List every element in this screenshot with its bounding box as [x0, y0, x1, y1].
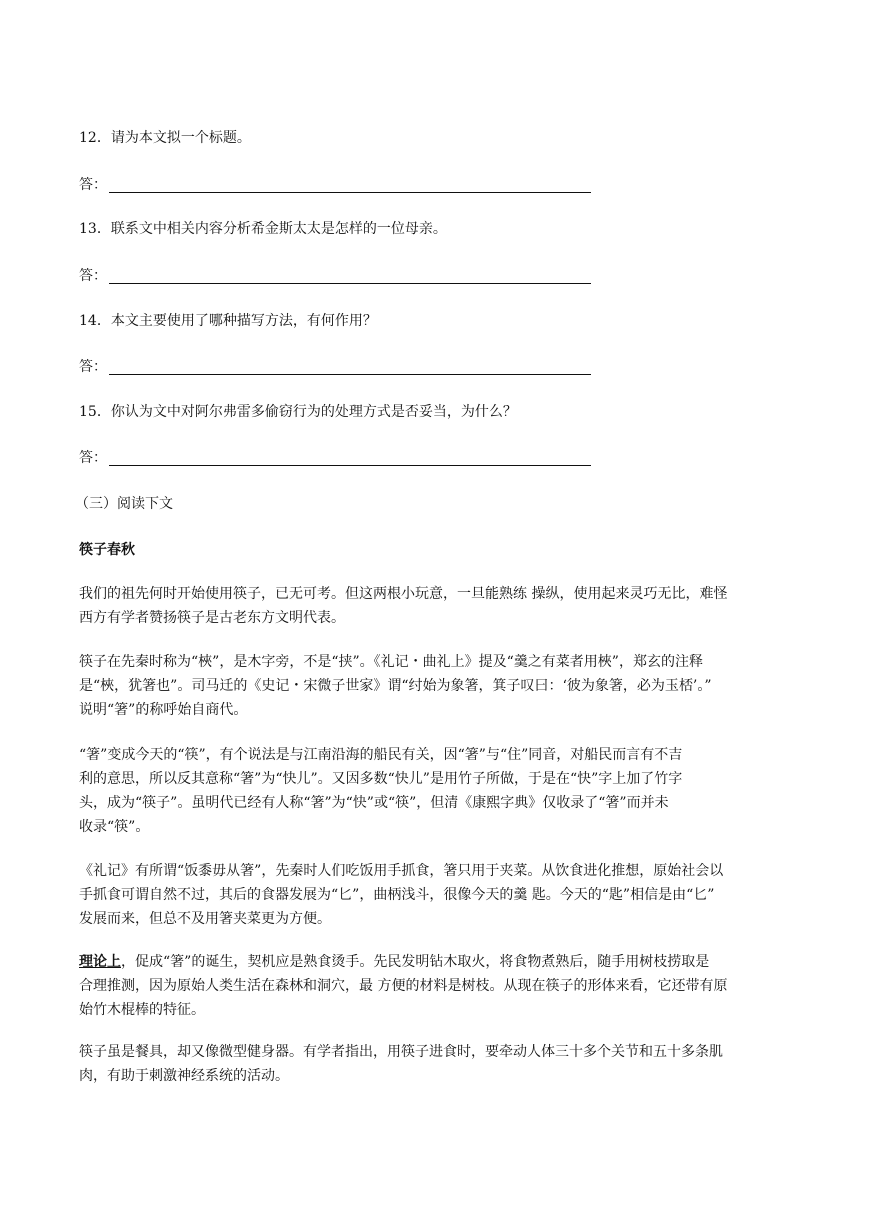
- paragraph-line: 筷子虽是餐具，却又像微型健身器。有学者指出，用筷子进食时，要牵动人体三十多个关节和五十多条肌: [79, 1044, 723, 1060]
- answer-blank-line[interactable]: [109, 374, 591, 375]
- paragraph-line: 利的意思，所以反其意称“箸”为“快儿”。又因多数“快儿”是用竹子所做，于是在“快”字上加了竹字: [79, 771, 683, 787]
- article-title: 筷子春秋: [79, 542, 135, 558]
- paragraph-line: 筷子在先秦时称为“梜”，是木字旁，不是“挟”。《礼记・曲礼上》提及“羹之有菜者用梜”，郑玄的注释: [79, 654, 703, 670]
- article-paragraph-4: [79, 859, 791, 931]
- paragraph-line: 收录“筷”。: [79, 819, 150, 835]
- answer-label: 答：: [79, 177, 107, 193]
- paragraph-line: [79, 950, 791, 974]
- paragraph-line: “箸”变成今天的“筷”，有个说法是与江南沿海的船民有关，因“箸”与“住”同音，对船民而言有不吉: [79, 747, 683, 763]
- question-12: 12．请为本文拟一个标题。: [79, 130, 251, 146]
- article-paragraph-5: [79, 950, 791, 1022]
- question-14: 14．本文主要使用了哪种描写方法，有何作用？: [79, 313, 377, 329]
- answer-blank-line[interactable]: [109, 465, 591, 466]
- paragraph-line: 头，成为“筷子”。虽明代已经有人称“箸”为“快”或“筷”，但清《康熙字典》仅收录了“箸”而并未: [79, 795, 669, 811]
- answer-row-13: [79, 266, 599, 288]
- emphasized-term: 理论上: [79, 954, 121, 970]
- paragraph-line: 《礼记》有所谓“饭黍毋从箸”，先秦时人们吃饭用手抓食，箸只用于夹菜。从饮食进化推想，原始社会以: [79, 863, 724, 879]
- article-paragraph-3: [79, 743, 791, 839]
- article-paragraph-2: [79, 650, 791, 722]
- paragraph-line: 始竹木棍棒的特征。: [79, 1002, 205, 1018]
- paragraph-line: 发展而来，但总不及用箸夹菜更为方便。: [79, 911, 331, 927]
- answer-blank-line[interactable]: [109, 192, 591, 193]
- paragraph-line: 肉，有助于刺激神经系统的活动。: [79, 1068, 289, 1084]
- paragraph-line-rest: ，促成“箸”的诞生，契机应是熟食烫手。先民发明钻木取火，将食物煮熟后，随手用树枝捞取是: [121, 954, 710, 970]
- answer-label: 答：: [79, 450, 107, 466]
- paragraph-line: 合理推测，因为原始人类生活在森林和洞穴，最 方便的材料是树枝。从现在筷子的形体来看，它还带有原: [79, 978, 728, 994]
- answer-label: 答：: [79, 268, 107, 284]
- question-13: 13．联系文中相关内容分析希金斯太太是怎样的一位母亲。: [79, 221, 447, 237]
- article-paragraph-6: [79, 1040, 791, 1088]
- answer-row-14: [79, 357, 599, 379]
- paragraph-line: 西方有学者赞扬筷子是古老东方文明代表。: [79, 610, 345, 626]
- paragraph-line: 手抓食可谓自然不过，其后的食器发展为“匕”，曲柄浅斗，很像今天的羹 匙。今天的“匙”相信是由“匕”: [79, 887, 715, 903]
- paragraph-line: 说明“箸”的称呼始自商代。: [79, 702, 248, 718]
- article-paragraph-1: [79, 582, 791, 630]
- answer-row-15: [79, 448, 599, 470]
- section-label: （三）阅读下文: [75, 496, 173, 512]
- answer-row-12: [79, 175, 599, 197]
- question-15: 15．你认为文中对阿尔弗雷多偷窃行为的处理方式是否妥当，为什么？: [79, 404, 517, 420]
- answer-label: 答：: [79, 359, 107, 375]
- answer-blank-line[interactable]: [109, 283, 591, 284]
- paragraph-line: 是“梜，犹箸也”。司马迁的《史记・宋微子世家》谓“纣始为象箸，箕子叹曰：‘彼为象箸，必为玉桮’。”: [79, 678, 712, 694]
- paragraph-line: 我们的祖先何时开始使用筷子，已无可考。但这两根小玩意，一旦能熟练 操纵，使用起来灵巧无比，难怪: [79, 586, 728, 602]
